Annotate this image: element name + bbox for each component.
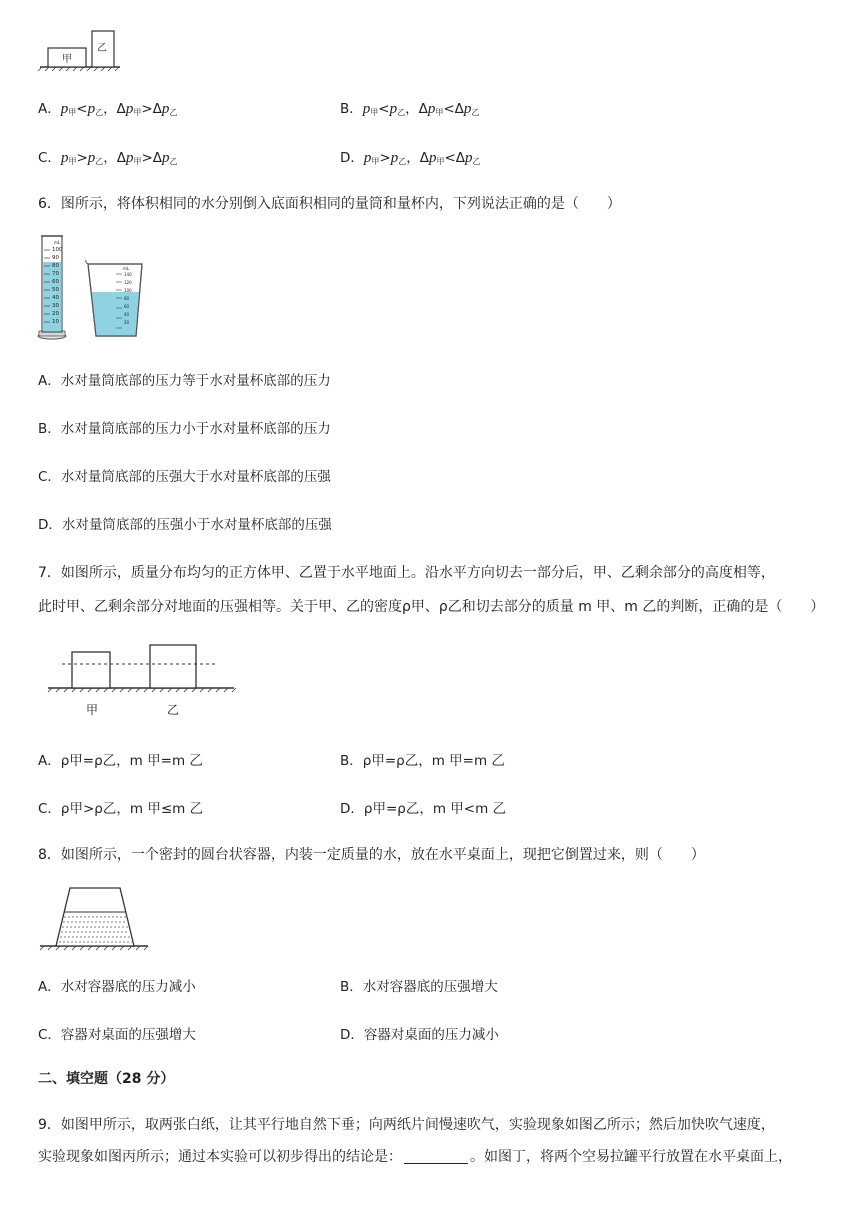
q5-label-yi: 乙 — [97, 43, 107, 54]
cube-yi — [150, 645, 196, 688]
q7-option-b: B．ρ甲=ρ乙，m 甲=m 乙 — [340, 753, 505, 769]
q9-line2 — [38, 1146, 792, 1166]
q7-stem-line2: 此时甲、乙剩余部分对地面的压强相等。关于甲、乙的密度ρ甲、ρ乙和切去部分的质量 m 甲、m 乙的判断，正确的是（ ） — [38, 599, 825, 615]
cylinder-unit: mL — [54, 240, 61, 245]
cube-jia — [72, 652, 110, 688]
q9-line2-part1: 实验现象如图丙所示；通过本实验可以初步得出的结论是： — [38, 1149, 402, 1165]
q6-option-b: B．水对量筒底部的压力小于水对量杯底部的压力 — [38, 421, 331, 437]
q8-stem: 8．如图所示，一个密封的圆台状容器，内装一定质量的水，放在水平桌面上，现把它倒置过来，则（ ） — [38, 847, 705, 863]
q6-option-d: D．水对量筒底部的压强小于水对量杯底部的压强 — [38, 517, 332, 533]
q7-option-a: A．ρ甲=ρ乙，m 甲=m 乙 — [38, 753, 203, 769]
q6-option-c: C．水对量筒底部的压强大于水对量杯底部的压强 — [38, 469, 331, 485]
q8-figure — [38, 884, 150, 954]
section-title: 二、填空题（28 分） — [38, 1071, 175, 1087]
q8-option-d: D．容器对桌面的压力减小 — [340, 1027, 499, 1043]
q9-answer-blank[interactable] — [404, 1149, 468, 1164]
q5-option-b: B．$p_甲<p_乙$，$\Delta p_甲<\Delta p_乙$ — [340, 101, 480, 117]
frustum-container — [56, 888, 134, 946]
beaker-scale: 140 120 100 80 60 40 20 — [124, 272, 132, 325]
q7-stem-line1: 7．如图所示，质量分布均匀的正方体甲、乙置于水平地面上。沿水平方向切去一部分后，甲、乙剩余部分的高度相等， — [38, 565, 775, 581]
q5-option-c: C．$p_甲>p_乙$，$\Delta p_甲>\Delta p_乙$ — [38, 150, 178, 166]
q7-label-jia: 甲 — [86, 703, 99, 717]
q7-figure — [46, 644, 236, 692]
q7-label-yi: 乙 — [167, 703, 180, 717]
q8-option-c: C．容器对桌面的压强增大 — [38, 1027, 196, 1043]
q5-label-jia: 甲 — [62, 54, 72, 65]
q8-option-a: A．水对容器底的压力减小 — [38, 979, 196, 995]
cylinder-scale: 100 90 80 70 60 50 40 30 20 10 — [52, 247, 63, 325]
q9-line2-part2: 。如图丁，将两个空易拉罐平行放置在水平桌面上， — [470, 1149, 792, 1165]
q6-option-a: A．水对量筒底部的压力等于水对量杯底部的压力 — [38, 373, 331, 389]
q6-stem: 6．图所示，将体积相同的水分别倒入底面积相同的量筒和量杯内，下列说法正确的是（ ） — [38, 196, 621, 212]
q5-figure — [38, 26, 122, 72]
q7-option-c: C．ρ甲>ρ乙，m 甲≤m 乙 — [38, 801, 204, 817]
beaker-unit: mL — [123, 266, 130, 271]
q8-option-b: B．水对容器底的压强增大 — [340, 979, 498, 995]
q5-option-a: A．$p_甲<p_乙$，$\Delta p_甲>\Delta p_乙$ — [38, 101, 178, 117]
q7-option-d: D．ρ甲=ρ乙，m 甲<m 乙 — [340, 801, 507, 817]
q9-line1: 9．如图甲所示，取两张白纸，让其平行地自然下垂；向两纸片间慢速吹气，实验现象如图乙所示；然后加快吹气速度， — [38, 1117, 775, 1133]
q5-option-d: D．$p_甲>p_乙$，$\Delta p_甲<\Delta p_乙$ — [340, 150, 481, 166]
